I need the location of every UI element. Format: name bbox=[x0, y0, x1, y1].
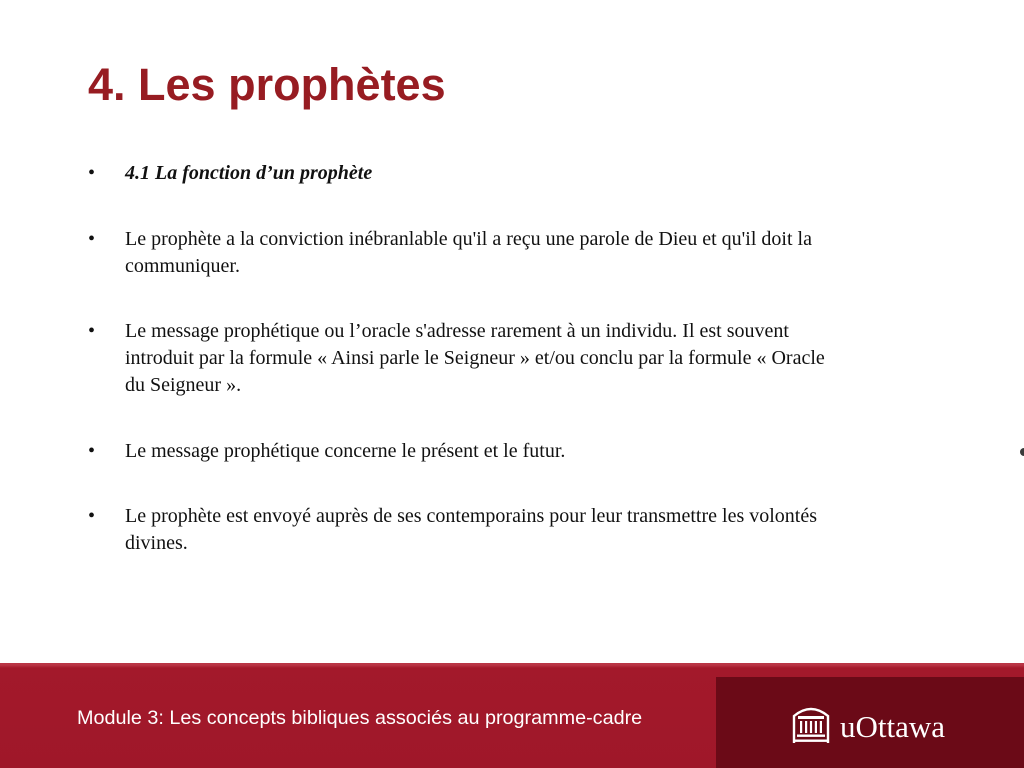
bullet-subheading: 4.1 La fonction d’un prophète bbox=[125, 162, 373, 184]
bullet-text-line: du Seigneur ». bbox=[125, 374, 242, 396]
bullet-text-line: divines. bbox=[125, 532, 188, 554]
bullet-item bbox=[0, 160, 1024, 187]
bullet-marker: • bbox=[88, 439, 96, 462]
bullet-text-line: Le message prophétique ou l’oracle s'adresse rarement à un individu. Il est souvent bbox=[125, 320, 789, 342]
bullet-text-line: Le prophète est envoyé auprès de ses contemporains pour leur transmettre les volontés bbox=[125, 505, 818, 527]
bullet-item bbox=[0, 438, 1024, 465]
footer-module-label: Module 3: Les concepts bibliques associés au programme-cadre bbox=[77, 707, 643, 729]
bullet-item bbox=[0, 226, 1024, 280]
bullet-text-line: communiquer. bbox=[125, 254, 240, 277]
bullet-marker: • bbox=[88, 320, 96, 342]
bullet-item bbox=[0, 503, 1024, 557]
bullet-marker: • bbox=[88, 227, 96, 250]
university-building-icon bbox=[791, 702, 831, 744]
slide-title: 4. Les prophètes bbox=[88, 59, 446, 110]
bullet-text-line: Le prophète a la conviction inébranlable qu'il a reçu une parole de Dieu et qu'il doit la bbox=[125, 227, 812, 250]
bullet-list bbox=[0, 160, 1024, 596]
bullet-text-line: Le message prophétique concerne le présent et le futur. bbox=[125, 439, 566, 462]
edge-mark bbox=[1020, 448, 1024, 456]
bullet-marker: • bbox=[88, 505, 96, 527]
bullet-marker: • bbox=[88, 162, 96, 184]
logo-wordmark: uOttawa bbox=[840, 709, 946, 744]
bullet-item bbox=[0, 318, 1024, 399]
bullet-text-line: introduit par la formule « Ainsi parle le Seigneur » et/ou conclu par la formule « Oracle bbox=[125, 347, 825, 369]
